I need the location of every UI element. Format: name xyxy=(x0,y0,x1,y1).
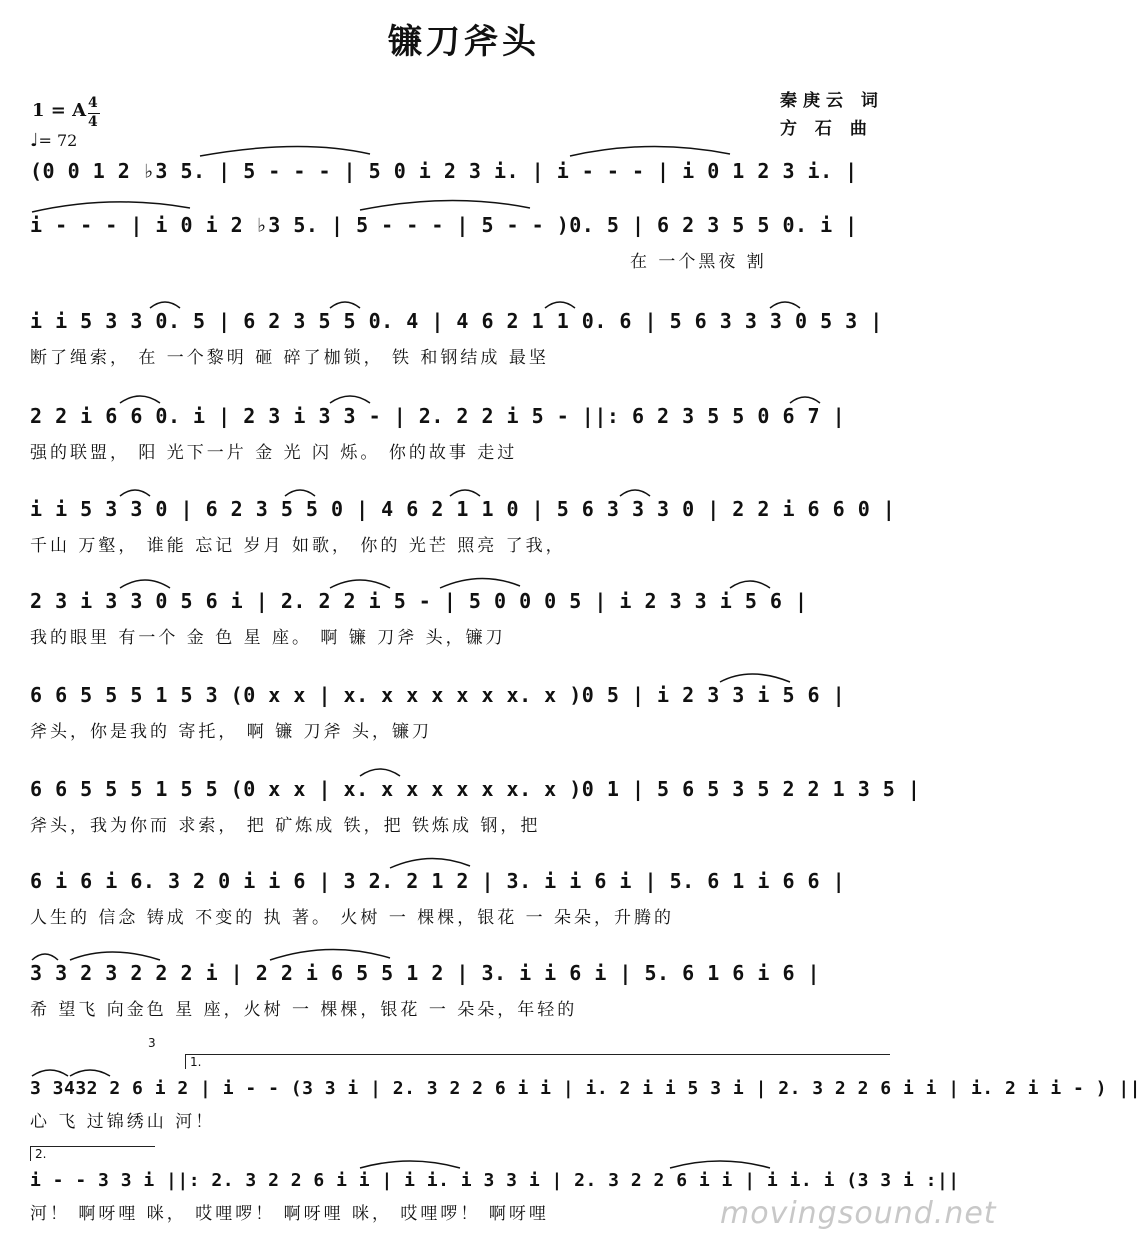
lyrics-line: 我的眼里 有一个 金 色 星 座。 啊 镰 刀斧 头，镰刀 xyxy=(30,628,506,648)
second-ending-label: 2. xyxy=(35,1147,47,1161)
lyrics-line: 心 飞 过锦绣山 河！ xyxy=(30,1112,216,1132)
song-title: 镰刀斧头 xyxy=(388,22,540,62)
site-watermark: movingsound.net xyxy=(720,1196,997,1231)
lyrics-line: 强的联盟， 阳 光下一片 金 光 闪 烁。 你的故事 走过 xyxy=(30,443,518,463)
score-system-3 xyxy=(30,290,896,382)
score-system-4 xyxy=(30,385,896,477)
lyrics-line: 斧头，你是我的 寄托， 啊 镰 刀斧 头，镰刀 xyxy=(30,722,433,742)
lyrics-line: 在 一个黑夜 割 xyxy=(630,252,767,272)
first-ending-label: 1. xyxy=(190,1055,202,1069)
lyrics-line: 千山 万壑， 谁能 忘记 岁月 如歌， 你的 光芒 照亮 了我， xyxy=(30,536,566,556)
score-system-9 xyxy=(30,850,896,942)
time-signature-bottom: 4 xyxy=(88,114,98,130)
notation-line: 2 3 i 3 3 0 5 6 i | 2. 2 2 i 5 - | 5 0 0 0 5 | i 2 3 3 i 5 6 | xyxy=(30,589,808,613)
score-system-5 xyxy=(30,478,896,570)
score-system-7 xyxy=(30,664,896,756)
notation-line: 2 2 i 6 6 0. i | 2 3 i 3 3 - | 2. 2 2 i 5 - ||: 6 2 3 5 5 0 6 7 | xyxy=(30,404,846,428)
time-signature-top: 4 xyxy=(88,95,98,111)
notation-line: 6 6 5 5 5 1 5 5 (0 x x | x. x x x x x x. x )0 1 | 5 6 5 3 5 2 2 1 3 5 | xyxy=(30,777,921,801)
score-system-2 xyxy=(30,194,896,286)
notation-line: 3 3 2 3 2 2 2 i | 2 2 i 6 5 5 1 2 | 3. i i 6 i | 5. 6 1 6 i 6 | xyxy=(30,961,821,985)
notation-line: 6 i 6 i 6. 3 2 0 i i 6 | 3 2. 2 1 2 | 3. i i 6 i | 5. 6 1 i 6 6 | xyxy=(30,869,846,893)
score-system-10 xyxy=(30,942,896,1034)
lyrics-line: 斧头，我为你而 求索， 把 矿炼成 铁，把 铁炼成 钢，把 xyxy=(30,816,541,836)
lyricist-credit: 秦庚云 词 xyxy=(780,91,884,111)
notation-line: 6 6 5 5 5 1 5 3 (0 x x | x. x x x x x x. x )0 5 | i 2 3 3 i 5 6 | xyxy=(30,683,846,707)
tempo-value: = 72 xyxy=(38,131,78,150)
score-system-6 xyxy=(30,570,896,662)
lyrics-line: 河！ 啊呀哩 咪， 哎哩啰！ 啊呀哩 咪， 哎哩啰！ 啊呀哩 xyxy=(30,1204,549,1224)
score-system-11 xyxy=(30,1036,1141,1136)
lyrics-line: 人生的 信念 铸成 不变的 执 著。 火树 一 棵棵，银花 一 朵朵，升腾的 xyxy=(30,908,675,928)
notation-line: i i 5 3 3 0 | 6 2 3 5 5 0 | 4 6 2 1 1 0 | 5 6 3 3 3 0 | 2 2 i 6 6 0 | xyxy=(30,497,896,521)
notation-line: i - - - | i 0 i 2 ♭3 5. | 5 - - - | 5 - - )0. 5 | 6 2 3 5 5 0. i | xyxy=(30,213,858,237)
notation-line: (0 0 1 2 ♭3 5. | 5 - - - | 5 0 i 2 3 i. | i - - - | i 0 1 2 3 i. | xyxy=(30,159,858,183)
lyrics-line: 断了绳索， 在 一个黎明 砸 碎了枷锁， 铁 和钢结成 最坚 xyxy=(30,348,549,368)
quarter-note-icon: ♩ xyxy=(30,130,39,151)
score-system-8 xyxy=(30,758,921,850)
key-signature: 1 = A xyxy=(32,100,87,121)
notation-line: 3 3432 2 6 i 2 | i - - (3 3 i | 2. 3 2 2 6 i i | i. 2 i i 5 3 i | 2. 3 2 2 6 i i | i. 2 i i - ) || xyxy=(30,1078,1141,1099)
triplet-mark: 3 xyxy=(148,1036,156,1050)
notation-line: i i 5 3 3 0. 5 | 6 2 3 5 5 0. 4 | 4 6 2 1 1 0. 6 | 5 6 3 3 3 0 5 3 | xyxy=(30,309,883,333)
composer-credit: 方 石 曲 xyxy=(780,119,873,139)
notation-line: i - - 3 3 i ||: 2. 3 2 2 6 i i | i i. i 3 3 i | 2. 3 2 2 6 i i | i i. i (3 3 i :|| xyxy=(30,1170,960,1191)
lyrics-line: 希 望飞 向金色 星 座，火树 一 棵棵，银花 一 朵朵，年轻的 xyxy=(30,1000,578,1020)
